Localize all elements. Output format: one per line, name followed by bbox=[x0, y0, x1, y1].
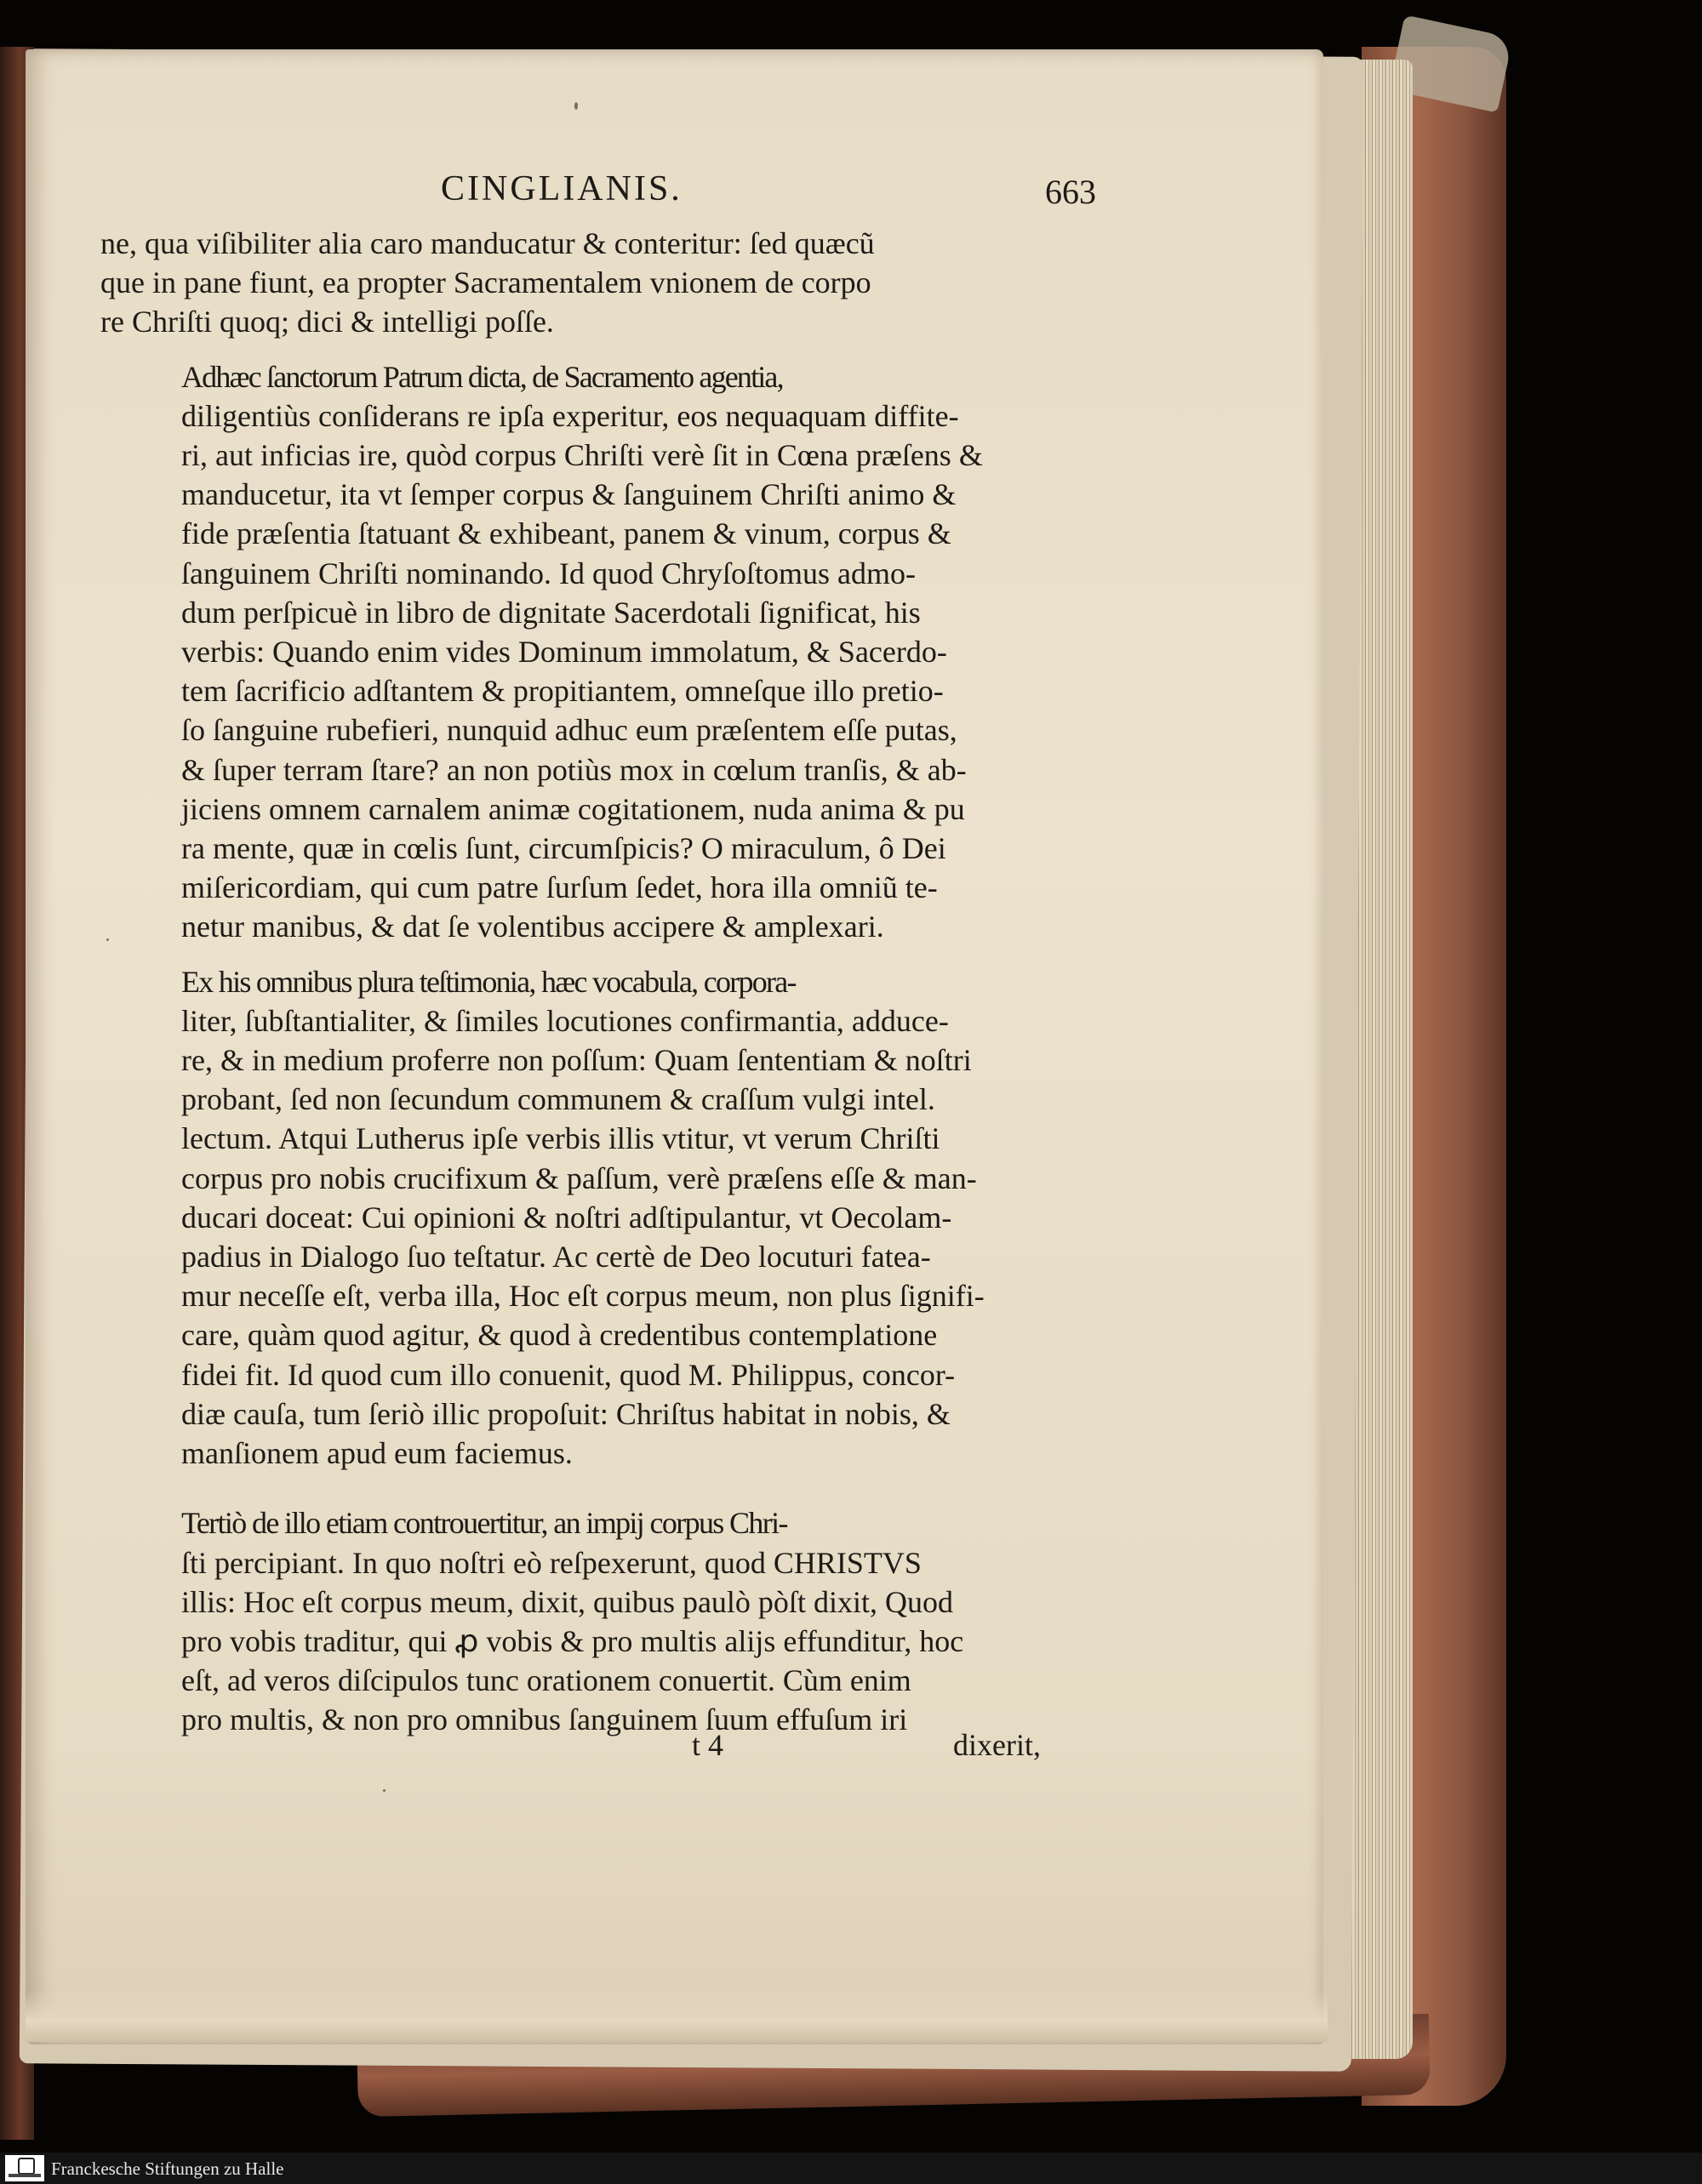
credit-bar bbox=[0, 2153, 1702, 2184]
text-line: re Chriſti quoq; dici & intelligi poſſe. bbox=[100, 305, 554, 339]
text-line: re, & in medium proferre non poſſum: Quam ſententiam & noſtri bbox=[181, 1043, 972, 1078]
catchword: dixerit, bbox=[953, 1728, 1041, 1762]
text-line: ri, aut inficias ire, quòd corpus Chriſti verè ſit in Cœna præſens & bbox=[181, 438, 983, 473]
institution-logo bbox=[5, 2155, 44, 2181]
body-text bbox=[100, 224, 1079, 1740]
text-line: probant, ſed non ſecundum communem & craſſum vulgi intel. bbox=[181, 1082, 935, 1117]
text-line: verbis: Quando enim vides Dominum immolatum, & Sacerdo- bbox=[181, 635, 947, 670]
text-line: diligentiùs conſiderans re ipſa experitur, eos nequaquam diffite- bbox=[181, 398, 959, 433]
text-line: ne, qua viſibiliter alia caro manducatur & conteritur: ſed quæcũ bbox=[100, 226, 875, 260]
text-line: tem ſacrificio adſtantem & propitiantem, omneſque illo pretio- bbox=[181, 674, 944, 709]
paragraph bbox=[100, 224, 1079, 342]
text-line: eſt, ad veros diſcipulos tunc orationem conuertit. Cùm enim bbox=[181, 1663, 911, 1698]
logo-emblem-icon bbox=[18, 2158, 35, 2175]
text-line: care, quàm quod agitur, & quod à credentibus contemplatione bbox=[181, 1318, 938, 1353]
text-line: corpus pro nobis crucifixum & paſſum, verè præſens eſſe & man- bbox=[181, 1160, 977, 1195]
page-number: 663 bbox=[1045, 173, 1096, 211]
text-line: Ex his omnibus plura teſtimonia, hæc vocabula, corpora- bbox=[181, 964, 796, 999]
text-line: fide præſentia ſtatuant & exhibeant, panem & vinum, corpus & bbox=[181, 516, 951, 551]
text-line: lectum. Atqui Lutherus ipſe verbis illis vtitur, vt verum Chriſti bbox=[181, 1121, 940, 1156]
text-line: ſo ſanguine rubefieri, nunquid adhuc eum præſentem eſſe putas, bbox=[181, 713, 957, 748]
text-line: padius in Dialogo ſuo teſtatur. Ac certè de Deo locuturi fatea- bbox=[181, 1240, 931, 1274]
text-line: ſanguinem Chriſti nominando. Id quod Chryſoſtomus admo- bbox=[181, 556, 916, 590]
running-title: CINGLIANIS. bbox=[441, 169, 683, 208]
text-line: manſionem apud eum faciemus. bbox=[181, 1436, 573, 1471]
text-line: ducari doceat: Cui opinioni & noſtri adſtipulantur, vt Oecolam- bbox=[181, 1200, 952, 1235]
paragraph bbox=[100, 357, 1079, 947]
text-line: netur manibus, & dat ſe volentibus accipere & amplexari. bbox=[181, 910, 884, 944]
text-line: pro multis, & non pro omnibus ſanguinem ſuum effuſum iri bbox=[181, 1702, 908, 1737]
paragraph bbox=[100, 1503, 1079, 1739]
text-line: ra mente, quæ in cœlis ſunt, circumſpicis? O miraculum, ô Dei bbox=[181, 831, 946, 866]
signature-line bbox=[100, 1727, 1079, 1770]
book-page bbox=[26, 49, 1323, 2044]
signature-mark: t 4 bbox=[692, 1728, 724, 1762]
text-line: dum perſpicuè in libro de dignitate Sacerdotali ſignificat, his bbox=[181, 595, 921, 630]
text-line: & ſuper terram ſtare? an non potiùs mox in cœlum tranſis, & ab- bbox=[181, 752, 967, 787]
text-line: ſti percipiant. In quo noſtri eò reſpexerunt, quod CHRISTVS bbox=[181, 1545, 922, 1580]
text-line: Tertiò de illo etiam controuertitur, an impij corpus Chri- bbox=[181, 1506, 787, 1541]
ink-speck bbox=[106, 938, 109, 941]
credit-text: Franckesche Stiftungen zu Halle bbox=[51, 2158, 284, 2179]
text-line: miſericordiam, qui cum patre ſurſum ſedet, hora illa omniũ te- bbox=[181, 870, 938, 905]
ink-speck bbox=[383, 1789, 386, 1792]
text-line: que in pane fiunt, ea propter Sacramentalem vnionem de corpo bbox=[100, 265, 871, 300]
text-line: illis: Hoc eſt corpus meum, dixit, quibus paulò pòſt dixit, Quod bbox=[181, 1584, 953, 1619]
text-line: jiciens omnem carnalem animæ cogitationem, nuda anima & pu bbox=[181, 791, 965, 826]
ink-speck bbox=[574, 102, 578, 110]
page-header bbox=[100, 160, 1096, 220]
logo-wordmark bbox=[9, 2174, 41, 2177]
paragraph bbox=[100, 962, 1079, 1474]
text-line: Adhæc ſanctorum Patrum dicta, de Sacramento agentia, bbox=[181, 359, 783, 394]
page-bottom-edge bbox=[26, 1991, 1328, 2042]
text-line: pro vobis traditur, qui ꝓ vobis & pro multis alijs effunditur, hoc bbox=[181, 1623, 964, 1658]
text-line: manducetur, ita vt ſemper corpus & ſanguinem Chriſti animo & bbox=[181, 477, 957, 512]
text-line: fidei fit. Id quod cum illo conuenit, quod M. Philippus, concor- bbox=[181, 1357, 956, 1392]
text-line: liter, ſubſtantialiter, & ſimiles locutiones confirmantia, adduce- bbox=[181, 1003, 949, 1038]
text-line: diæ cauſa, tum ſeriò illic propoſuit: Chriſtus habitat in nobis, & bbox=[181, 1396, 951, 1431]
text-line: mur neceſſe eſt, verba illa, Hoc eſt corpus meum, non plus ſignifi- bbox=[181, 1279, 985, 1314]
